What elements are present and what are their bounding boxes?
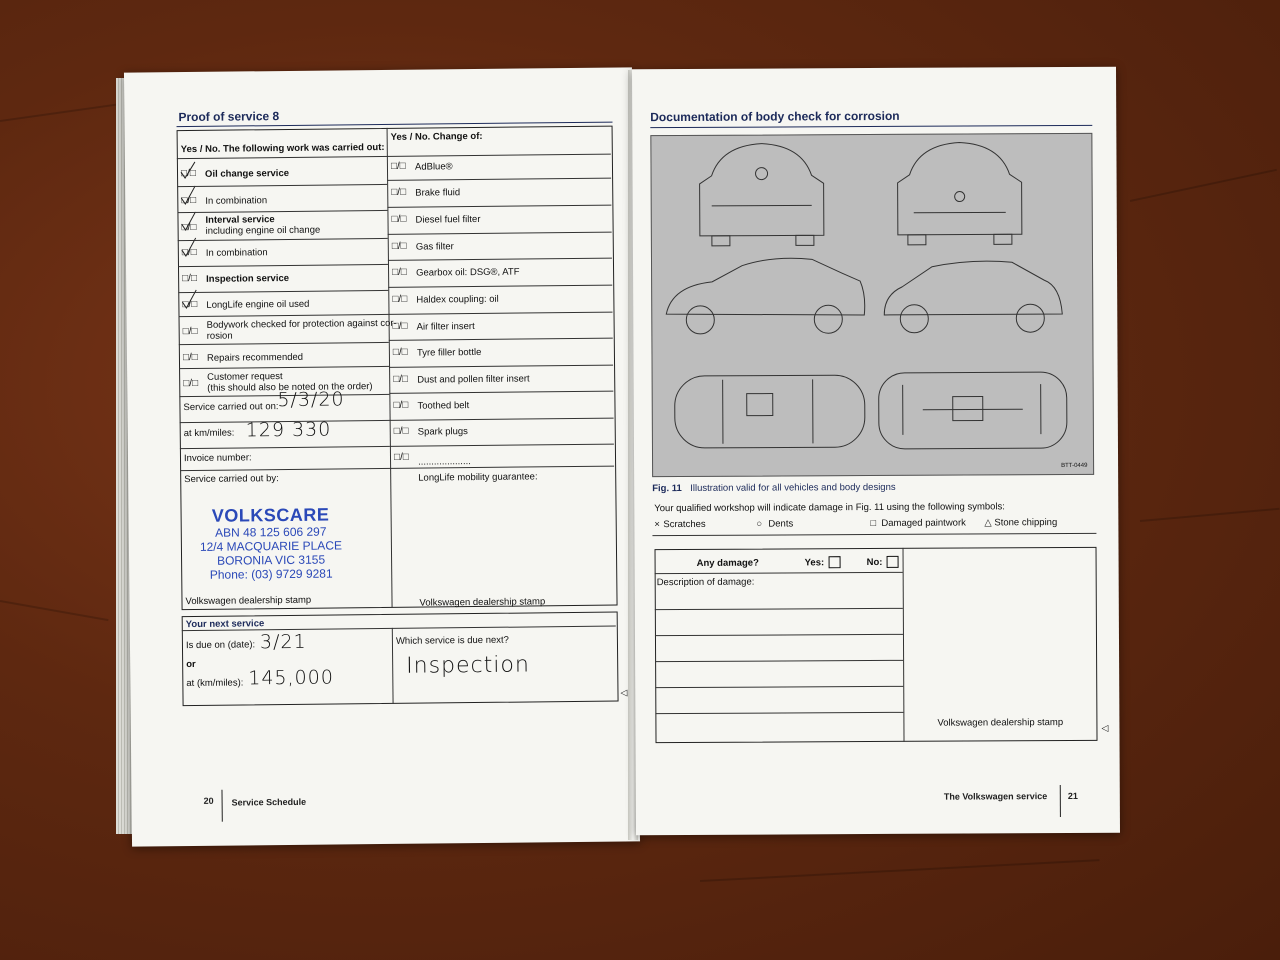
work-label: In combination	[205, 247, 268, 259]
footer-title-left: Service Schedule	[231, 796, 307, 808]
stamp-name: VOLKSCARE	[211, 504, 330, 526]
work-label: Repairs recommended	[206, 351, 304, 364]
work-label: LongLife engine oil used	[206, 298, 310, 311]
work-label: In combination	[205, 195, 268, 207]
title-rule	[650, 125, 1092, 128]
legend-rule	[652, 533, 1096, 536]
stamp-label: Volkswagen dealership stamp	[937, 717, 1064, 729]
work-label: Oil change service	[204, 167, 290, 180]
triangle-marker-icon: ◁	[620, 687, 628, 698]
stamp-abn: ABN 48 125 606 297	[214, 524, 327, 540]
due-km-value[interactable]: 145,000	[248, 666, 334, 690]
page-number-right: 21	[1067, 790, 1078, 802]
instruction-text: Your qualified workshop will indicate damage in Fig. 11 using the following symbols:	[654, 501, 1005, 515]
symbol-label: Scratches	[663, 518, 706, 531]
checkbox[interactable]: □/□	[183, 377, 199, 390]
checkbox[interactable]: □/□	[392, 346, 408, 358]
checkbox[interactable]: □/□	[393, 373, 409, 385]
or-label: or	[186, 658, 196, 671]
service-date-label: Service carried out on:	[183, 401, 279, 414]
checkbox[interactable]: □/□	[391, 240, 407, 252]
checkbox[interactable]: □/□	[181, 194, 197, 207]
fig-caption: Illustration valid for all vehicles and body designs	[690, 481, 896, 494]
no-checkbox[interactable]	[887, 556, 899, 568]
service-date-value[interactable]: 5/3/20	[277, 388, 345, 412]
col1-header: Yes / No. The following work was carried out:	[180, 141, 385, 156]
stamp-label-left: Volkswagen dealership stamp	[185, 594, 312, 608]
triangle-marker-icon: ◁	[1101, 722, 1109, 733]
due-km-label: at (km/miles):	[186, 677, 244, 690]
checkbox[interactable]: □/□	[393, 451, 409, 463]
checkbox[interactable]: □/□	[182, 325, 198, 338]
checkbox[interactable]: □/□	[392, 266, 407, 278]
page-number-left: 20	[203, 795, 214, 806]
km-value[interactable]: 129 330	[245, 418, 332, 442]
checkbox[interactable]: □/□	[182, 298, 198, 311]
no-label: No:	[866, 556, 883, 569]
yes-checkbox[interactable]	[829, 556, 841, 568]
checkbox[interactable]: □/□	[390, 160, 406, 172]
stamp-address2: BORONIA VIC 3155	[216, 552, 326, 568]
change-label: Toothed belt	[417, 400, 470, 412]
change-label: Tyre filler bottle	[416, 346, 482, 359]
checkbox[interactable]: □/□	[391, 186, 407, 198]
footer-title-right: The Volkswagen service	[943, 791, 1048, 802]
longlife-label: LongLife mobility guarantee:	[418, 471, 538, 484]
invoice-label: Invoice number:	[183, 452, 252, 465]
change-label: Diesel fuel filter	[415, 213, 481, 226]
checkbox[interactable]: □/□	[181, 246, 197, 259]
footer-divider	[1060, 785, 1061, 817]
next-service-title: Your next service	[185, 618, 265, 631]
change-label: Air filter insert	[416, 321, 475, 333]
scratches-icon: ×	[654, 519, 660, 531]
change-label: Haldex coupling: oil	[416, 293, 499, 306]
checkbox[interactable]: □/□	[182, 272, 198, 285]
work-sublabel: including engine oil change	[205, 224, 321, 237]
checkbox[interactable]: □/□	[393, 399, 409, 411]
due-date-value[interactable]: 3/21	[259, 630, 307, 654]
col2-header: Yes / No. Change of:	[390, 130, 483, 143]
description-label: Description of damage:	[656, 576, 755, 589]
work-label: Inspection service	[206, 272, 290, 285]
km-label: at km/miles:	[183, 427, 235, 440]
symbol-label: Dents	[768, 518, 794, 530]
work-label: Interval service	[205, 214, 275, 226]
dotted-line: ....................	[417, 456, 471, 468]
checkbox[interactable]: □/□	[393, 425, 409, 437]
checkbox[interactable]: □/□	[392, 293, 408, 305]
work-label: Bodywork checked for protection against cor-	[206, 317, 397, 331]
left-page	[124, 67, 640, 846]
yes-label: Yes:	[804, 557, 825, 569]
stamp-address1: 12/4 MACQUARIE PLACE	[199, 538, 343, 554]
carried-by-label: Service carried out by:	[184, 473, 279, 486]
checkbox[interactable]: □/□	[180, 167, 196, 180]
fig-label: Fig. 11	[652, 483, 682, 495]
stamp-phone: Phone: (03) 9729 9281	[209, 566, 333, 582]
change-label: Brake fluid	[415, 187, 461, 199]
work-sublabel: rosion	[206, 330, 233, 342]
page-title-right: Documentation of body check for corrosion	[650, 108, 900, 125]
change-label: Gas filter	[415, 241, 454, 253]
fig-code: BTT-0449	[1061, 462, 1088, 470]
checkbox[interactable]: □/□	[391, 213, 407, 225]
car-outlines-icon	[651, 134, 1093, 476]
checkbox[interactable]: □/□	[182, 351, 198, 364]
change-label: Dust and pollen filter insert	[417, 373, 530, 386]
dents-icon: ○	[756, 518, 763, 530]
symbol-label: Damaged paintwork	[881, 517, 966, 529]
which-value[interactable]: Inspection	[406, 652, 530, 679]
stone-chipping-icon: △	[984, 517, 992, 529]
handwritten-ticks	[179, 158, 205, 328]
change-label: AdBlue®	[414, 161, 453, 173]
stamp-label-right: Volkswagen dealership stamp	[419, 596, 546, 609]
checkbox[interactable]: □/□	[181, 221, 197, 234]
work-sublabel: (this should also be noted on the order)	[207, 381, 373, 394]
due-date-label: Is due on (date):	[185, 639, 256, 652]
change-label: Spark plugs	[417, 426, 468, 438]
right-page	[632, 67, 1120, 836]
which-label: Which service is due next?	[395, 634, 509, 647]
any-damage-label: Any damage?	[696, 557, 759, 569]
checkbox[interactable]: □/□	[392, 320, 408, 332]
symbol-label: Stone chipping	[994, 517, 1058, 529]
work-label: Customer request	[207, 371, 283, 383]
vehicle-diagram	[650, 133, 1094, 477]
change-label: Gearbox oil: DSG®, ATF	[416, 266, 520, 279]
damaged-paintwork-icon: □	[870, 518, 877, 530]
footer-divider	[221, 790, 222, 822]
page-title: Proof of service 8	[178, 109, 280, 125]
